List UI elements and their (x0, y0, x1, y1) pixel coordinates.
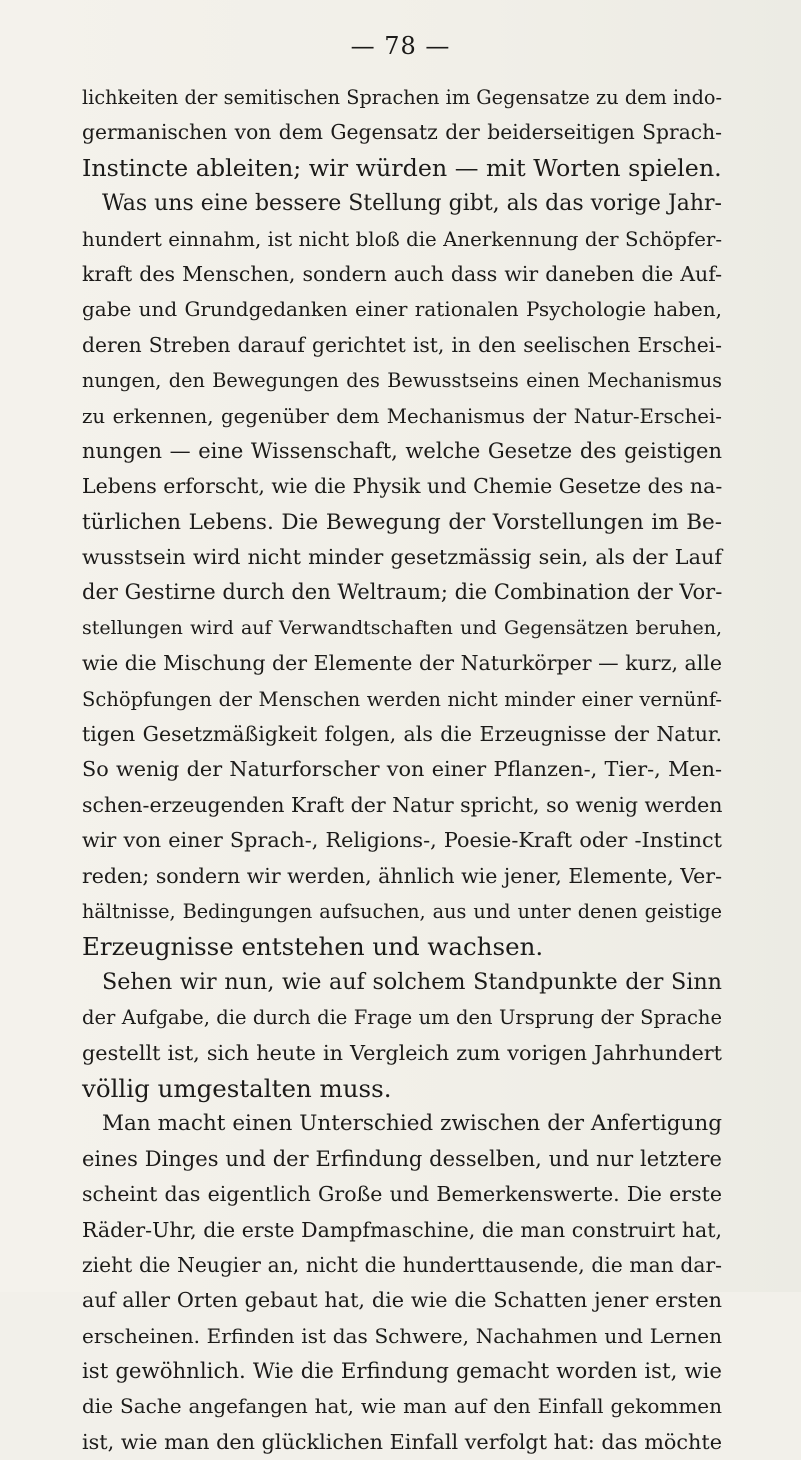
text-line: reden; sondern wir werden, ähnlich wie jener, Elemente, Ver- (82, 863, 722, 888)
text-line: Was uns eine bessere Stellung gibt, als das vorige Jahr- (102, 191, 722, 217)
text-line: gabe und Grundgedanken einer rationalen Psychologie haben, (82, 297, 722, 322)
text-line: völlig umgestalten muss. (82, 1073, 392, 1103)
text-line: eines Dinges und der Erfindung desselben, und nur letztere (82, 1146, 722, 1171)
text-line: So wenig der Naturforscher von einer Pflanzen-, Tier-, Men- (82, 757, 722, 782)
text-line: auf aller Orten gebaut hat, die wie die Schatten jener ersten (82, 1288, 722, 1313)
text-line: nungen — eine Wissenschaft, welche Gesetze des geistigen (82, 438, 722, 463)
text-line: zieht die Neugier an, nicht die hunderttausende, die man dar- (82, 1252, 722, 1277)
text-line: tigen Gesetzmäßigkeit folgen, als die Erzeugnisse der Natur. (82, 722, 722, 747)
text-line: lichkeiten der semitischen Sprachen im Gegensatze zu dem indo- (82, 86, 722, 109)
text-line: der Aufgabe, die durch die Frage um den Ursprung der Sprache (82, 1006, 722, 1030)
text-line: wir von einer Sprach-, Religions-, Poesie-Kraft oder -Instinct (82, 828, 722, 853)
text-line: ist, wie man den glücklichen Einfall verfolgt hat: das möchte (82, 1429, 722, 1454)
text-line: deren Streben darauf gerichtet ist, in den seelischen Erschei- (82, 332, 722, 357)
text-line: wie die Mischung der Elemente der Naturkörper — kurz, alle (82, 651, 722, 676)
text-line: Schöpfungen der Menschen werden nicht minder einer vernünf- (82, 687, 722, 711)
body-text (82, 80, 722, 1460)
text-line: der Gestirne durch den Weltraum; die Combination der Vor- (82, 580, 723, 605)
text-line: Man macht einen Unterschied zwischen der Anfertigung (102, 1111, 722, 1137)
text-line: stellungen wird auf Verwandtschaften und Gegensätzen beruhen, (82, 616, 722, 639)
text-line: Räder-Uhr, die erste Dampfmaschine, die man construirt hat, (82, 1217, 722, 1242)
text-line: ist gewöhnlich. Wie die Erfindung gemacht worden ist, wie (82, 1359, 722, 1385)
text-line: Sehen wir nun, wie auf solchem Standpunkte der Sinn (102, 968, 722, 995)
page-number: — 78 — (350, 32, 451, 60)
text-line: hundert einnahm, ist nicht bloß die Anerkennung der Schöpfer- (82, 227, 722, 251)
text-line: Lebens erforscht, wie die Physik und Chemie Gesetze des na- (82, 474, 723, 499)
text-line: türlichen Lebens. Die Bewegung der Vorstellungen im Be- (82, 509, 722, 535)
text-line: gestellt ist, sich heute in Vergleich zum vorigen Jahrhundert (82, 1040, 722, 1065)
text-line: wusstsein wird nicht minder gesetzmässig sein, als der Lauf (82, 545, 722, 570)
text-line: hältnisse, Bedingungen aufsuchen, aus und unter denen geistige (82, 899, 722, 923)
text-line: Erzeugnisse entstehen und wachsen. (82, 932, 544, 962)
text-line: zu erkennen, gegenüber dem Mechanismus der Natur-Erschei- (82, 404, 722, 428)
text-line: Instincte ableiten; wir würden — mit Worten spielen. (82, 153, 722, 182)
text-line: schen-erzeugenden Kraft der Natur spricht, so wenig werden (82, 792, 723, 817)
text-line: germanischen von dem Gegensatz der beiderseitigen Sprach- (82, 120, 722, 145)
text-line: nungen, den Bewegungen des Bewusstseins einen Mechanismus (82, 369, 722, 393)
text-line: scheint das eigentlich Große und Bemerkenswerte. Die erste (82, 1182, 722, 1207)
text-line: erscheinen. Erfinden ist das Schwere, Nachahmen und Lernen (82, 1323, 722, 1348)
text-line: die Sache angefangen hat, wie man auf den Einfall gekommen (82, 1394, 722, 1419)
text-line: kraft des Menschen, sondern auch dass wir daneben die Auf- (82, 261, 722, 286)
